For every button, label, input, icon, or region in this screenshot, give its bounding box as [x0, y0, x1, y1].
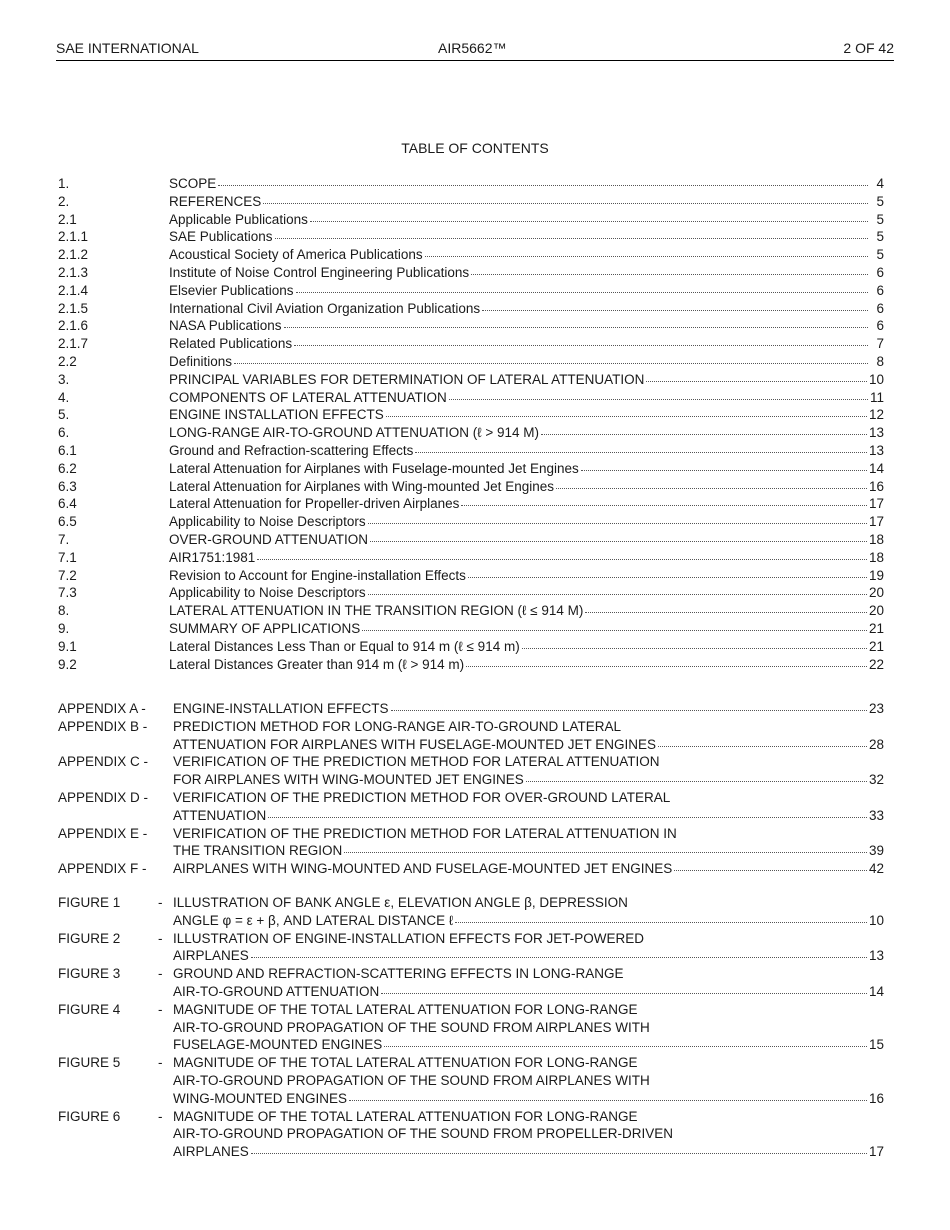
toc-entry-number: 2.1	[58, 211, 77, 227]
toc-entry-number: FIGURE 2 -	[58, 930, 163, 946]
figure-dash: -	[158, 966, 163, 982]
toc-entry-number: 1.	[58, 176, 70, 191]
toc-entry	[0, 1019, 950, 1037]
toc-entry-page: 5	[876, 211, 884, 227]
toc-entry-line	[173, 860, 884, 878]
toc-entry-number: 2.1.5	[58, 300, 89, 316]
toc-entry-title: AIR-TO-GROUND PROPAGATION OF THE SOUND FROM AIRPLANES WITH	[173, 1019, 650, 1035]
toc-entry-number: FIGURE 1 -	[58, 895, 163, 910]
toc-entry-line	[173, 983, 884, 1001]
toc-entry-line	[173, 1019, 650, 1037]
toc-entry-line	[173, 1143, 884, 1161]
toc-entry-number: 2.2	[58, 354, 77, 369]
toc-entry-title: VERIFICATION OF THE PREDICTION METHOD FOR LATERAL ATTENUATION IN	[173, 825, 677, 841]
toc-entry	[0, 424, 950, 442]
toc-entry	[0, 602, 950, 620]
dot-leader	[257, 549, 867, 560]
toc-entry-title: ILLUSTRATION OF BANK ANGLE ε, ELEVATION ANGLE β, DEPRESSION	[173, 895, 628, 910]
dot-leader	[251, 947, 867, 958]
toc-entry-line	[169, 282, 884, 300]
toc-entry-line	[169, 246, 884, 264]
toc-entry	[0, 175, 950, 193]
toc-entry-title: FUSELAGE-MOUNTED ENGINES	[173, 1037, 383, 1053]
toc-entry	[0, 335, 950, 353]
toc-entry-page: 11	[869, 389, 884, 405]
toc-entry-title: Lateral Distances Greater than 914 m (ℓ > 914 m)	[169, 656, 465, 672]
toc-entry-title: ATTENUATION FOR AIRPLANES WITH FUSELAGE-MOUNTED JET ENGINES	[173, 736, 657, 752]
toc-entry-title: Lateral Attenuation for Propeller-driven Airplanes	[169, 496, 460, 512]
toc-entry-line	[169, 531, 884, 549]
toc-entry-title: AIR-TO-GROUND PROPAGATION OF THE SOUND FROM PROPELLER-DRIVEN	[173, 1126, 674, 1142]
toc-entry-title: Applicability to Noise Descriptors	[169, 514, 366, 530]
toc-entry-number: 9.1	[58, 638, 77, 654]
dot-leader	[471, 264, 868, 275]
toc-entry-line	[169, 335, 884, 353]
dot-leader	[522, 638, 867, 649]
toc-entry-line	[169, 567, 884, 585]
toc-entry	[0, 389, 950, 407]
dot-leader	[251, 1143, 867, 1154]
toc-entry-title: AIR1751:1981	[169, 549, 256, 565]
toc-entry-line	[169, 300, 884, 318]
toc-entry-line	[169, 656, 884, 674]
toc-entry	[0, 1125, 950, 1143]
toc-entry-title: WING-MOUNTED ENGINES	[173, 1090, 347, 1106]
toc-entry-title: THE TRANSITION REGION	[173, 843, 343, 859]
toc-entry-line	[169, 389, 884, 407]
toc-entry-number: 6.5	[58, 514, 77, 530]
toc-entry-line	[169, 264, 884, 282]
toc-entry-title: GROUND AND REFRACTION-SCATTERING EFFECTS IN LONG-RANGE	[173, 966, 624, 982]
toc-entry-line	[169, 442, 884, 460]
toc-entry-title: VERIFICATION OF THE PREDICTION METHOD FOR OVER-GROUND LATERAL	[173, 790, 671, 805]
toc-entry-line	[169, 317, 884, 335]
toc-entry-title: LATERAL ATTENUATION IN THE TRANSITION REGION (ℓ ≤ 914 M)	[169, 603, 584, 619]
toc-entry	[0, 460, 950, 478]
dot-leader	[386, 406, 867, 417]
toc-entry-number: FIGURE 6 -	[58, 1108, 163, 1124]
dot-leader	[234, 353, 868, 364]
toc-entry-page: 22	[868, 656, 884, 672]
toc-entry	[0, 983, 950, 1001]
page-header	[56, 38, 894, 61]
toc-entry-page: 14	[868, 460, 884, 476]
toc-entry	[0, 300, 950, 318]
toc-entry-number: 8.	[58, 603, 70, 619]
figure-dash: -	[158, 930, 163, 946]
dot-leader	[294, 335, 868, 346]
toc-entry-page: 17	[868, 514, 884, 530]
toc-entry-title: Lateral Distances Less Than or Equal to 914 m (ℓ ≤ 914 m)	[169, 638, 520, 654]
toc-entry	[0, 753, 950, 771]
toc-entry-number: 7.2	[58, 567, 77, 583]
toc-entry-page: 5	[876, 229, 884, 245]
toc-entry-title: OVER-GROUND ATTENUATION	[169, 532, 369, 547]
toc-entry-line	[173, 807, 884, 825]
dot-leader	[275, 228, 868, 239]
toc-entry-title: AIRPLANES	[173, 948, 249, 964]
toc-entry-number: 4.	[58, 389, 70, 405]
toc-entry-number: FIGURE 4 -	[58, 1001, 163, 1017]
toc-entry	[0, 246, 950, 264]
header-page-number: 2 OF 42	[843, 40, 894, 56]
toc-entry-title: ENGINE INSTALLATION EFFECTS	[169, 407, 384, 423]
toc-entry-page: 15	[868, 1037, 884, 1053]
toc-entry-line	[169, 495, 884, 513]
toc-entry-title: MAGNITUDE OF THE TOTAL LATERAL ATTENUATION FOR LONG-RANGE	[173, 1108, 638, 1124]
toc-entry-number: 6.1	[58, 443, 77, 458]
dot-leader	[585, 602, 867, 613]
toc-entry	[0, 789, 950, 807]
toc-entry-page: 23	[868, 701, 884, 716]
dot-leader	[581, 460, 867, 471]
toc-entry-title: ILLUSTRATION OF ENGINE-INSTALLATION EFFECTS FOR JET-POWERED	[173, 930, 645, 946]
toc-entry	[0, 807, 950, 825]
toc-entry-line	[173, 1108, 638, 1126]
dot-leader	[310, 211, 868, 222]
toc-entry-title: NASA Publications	[169, 318, 282, 334]
toc-entry-page: 13	[868, 948, 884, 964]
dot-leader	[556, 478, 867, 489]
toc-entry	[0, 912, 950, 930]
header-org: SAE INTERNATIONAL	[56, 40, 199, 56]
toc-entry-title: Ground and Refraction-scattering Effects	[169, 443, 414, 458]
toc-entry	[0, 947, 950, 965]
toc-entry-page: 33	[868, 807, 884, 823]
toc-entry-number: FIGURE 5 -	[58, 1055, 163, 1071]
toc-entry-number: APPENDIX B -	[58, 718, 148, 734]
toc-entry	[0, 282, 950, 300]
toc-entry-number: APPENDIX F -	[58, 861, 147, 877]
toc-entry-line	[173, 965, 624, 983]
toc-entry	[0, 211, 950, 229]
toc-entry	[0, 567, 950, 585]
toc-entry-line	[169, 353, 884, 371]
toc-entry-number: 9.	[58, 621, 70, 636]
toc-entry-page: 10	[868, 912, 884, 928]
toc-entry	[0, 656, 950, 674]
toc-entry-page: 20	[868, 603, 884, 619]
toc-entry-page: 17	[868, 496, 884, 512]
toc-entry-number: 5.	[58, 407, 70, 423]
dot-leader	[461, 495, 867, 506]
toc-entry-line	[169, 602, 884, 620]
toc-entry	[0, 317, 950, 335]
toc-entry-title: AIRPLANES	[173, 1144, 249, 1160]
toc-entry-line	[169, 371, 884, 389]
toc-entry-title: Related Publications	[169, 336, 293, 352]
toc-entry-line	[169, 620, 884, 638]
dot-leader	[449, 389, 868, 400]
toc-entry	[0, 825, 950, 843]
dot-leader	[415, 442, 867, 453]
toc-entry-line	[173, 947, 884, 965]
dot-leader	[296, 282, 868, 293]
toc-entry-line	[169, 175, 884, 193]
toc-entry	[0, 860, 950, 878]
toc-entry-title: Applicability to Noise Descriptors	[169, 585, 366, 601]
toc-entry-line	[169, 478, 884, 496]
toc-entry-line	[173, 1054, 638, 1072]
toc-entry-title: PREDICTION METHOD FOR LONG-RANGE AIR-TO-GROUND LATERAL	[173, 718, 622, 734]
dot-leader	[284, 317, 868, 328]
toc-entry	[0, 193, 950, 211]
toc-entry-page: 5	[876, 247, 884, 263]
toc-entry	[0, 1090, 950, 1108]
dot-leader	[263, 193, 868, 204]
toc-entry-line	[173, 842, 884, 860]
toc-entry	[0, 620, 950, 638]
toc-title: TABLE OF CONTENTS	[401, 140, 549, 156]
toc-entry-page: 10	[868, 371, 884, 387]
toc-entry-line	[173, 1001, 638, 1019]
toc-entry-title: Lateral Attenuation for Airplanes with Fuselage-mounted Jet Engines	[169, 460, 579, 476]
toc-entry-title: VERIFICATION OF THE PREDICTION METHOD FOR LATERAL ATTENUATION	[173, 754, 660, 770]
toc-entry-page: 13	[868, 425, 884, 441]
toc-entry-number: 2.1.2	[58, 247, 89, 263]
figure-dash: -	[158, 895, 163, 910]
toc-entry-title: ENGINE-INSTALLATION EFFECTS	[173, 701, 389, 716]
toc-entry-number: 2.1.6	[58, 318, 89, 334]
dot-leader	[482, 300, 868, 311]
toc-entry-number: 2.1.3	[58, 265, 89, 280]
toc-entry-title: Revision to Account for Engine-installation Effects	[169, 567, 466, 583]
toc-entry-number: 2.1.7	[58, 336, 89, 352]
toc-entry-line	[173, 825, 677, 843]
toc-entry-page: 13	[868, 443, 884, 458]
figure-dash: -	[158, 1055, 163, 1071]
toc-entry-number: 2.1.4	[58, 282, 89, 298]
dot-leader	[455, 912, 867, 923]
toc-entry-number: APPENDIX E -	[58, 825, 148, 841]
toc-entry-line	[169, 638, 884, 656]
toc-entry-line	[169, 584, 884, 602]
dot-leader	[368, 513, 867, 524]
toc-entry-line	[173, 894, 628, 912]
toc-entry-page: 6	[876, 282, 884, 298]
toc-entry	[0, 478, 950, 496]
toc-entry-title: MAGNITUDE OF THE TOTAL LATERAL ATTENUATION FOR LONG-RANGE	[173, 1001, 638, 1017]
toc-entry-title: AIR-TO-GROUND PROPAGATION OF THE SOUND FROM AIRPLANES WITH	[173, 1073, 650, 1088]
toc-entry-line	[169, 513, 884, 531]
dot-leader	[674, 860, 867, 871]
toc-entry-page: 8	[876, 354, 884, 369]
figure-dash: -	[158, 1001, 163, 1017]
toc-entry-page: 5	[876, 193, 884, 209]
toc-entry-page: 32	[868, 772, 884, 788]
toc-entry-title: SUMMARY OF APPLICATIONS	[169, 621, 361, 636]
toc-entry	[0, 513, 950, 531]
toc-entry-number: 7.1	[58, 549, 77, 565]
toc-entry-page: 7	[876, 336, 884, 352]
toc-entry-title: MAGNITUDE OF THE TOTAL LATERAL ATTENUATION FOR LONG-RANGE	[173, 1055, 638, 1071]
dot-leader	[344, 842, 867, 853]
header-doc-number: AIR5662™	[438, 40, 507, 56]
toc-entry-title: Lateral Attenuation for Airplanes with Wing-mounted Jet Engines	[169, 478, 554, 494]
toc-entry-title: LONG-RANGE AIR-TO-GROUND ATTENUATION (ℓ > 914 M)	[169, 425, 540, 441]
toc-entry	[0, 1072, 950, 1090]
toc-entry-number: 2.1.1	[58, 229, 89, 245]
dot-leader	[218, 175, 868, 186]
toc-entry	[0, 1143, 950, 1161]
dot-leader	[425, 246, 868, 257]
toc-entry-number: 7.3	[58, 585, 77, 601]
toc-entry	[0, 1054, 950, 1072]
dot-leader	[526, 771, 867, 782]
toc-entry-number: 6.	[58, 425, 70, 441]
toc-entry-title: AIR-TO-GROUND ATTENUATION	[173, 984, 380, 999]
dot-leader	[349, 1090, 867, 1101]
toc-entry-page: 19	[868, 567, 884, 583]
toc-entry	[0, 442, 950, 460]
toc-entry	[0, 894, 950, 912]
toc-entry	[0, 930, 950, 948]
toc-entry-line	[173, 736, 884, 754]
toc-entry-page: 20	[868, 585, 884, 601]
toc-entry-line	[173, 1036, 884, 1054]
dot-leader	[468, 567, 867, 578]
toc-entry-line	[173, 718, 621, 736]
toc-entry-title: SCOPE	[169, 176, 217, 191]
toc-entry-title: COMPONENTS OF LATERAL ATTENUATION	[169, 389, 447, 405]
toc-entry-page: 16	[868, 478, 884, 494]
dot-leader	[658, 736, 867, 747]
toc-entry-line	[169, 406, 884, 424]
toc-entry-line	[169, 228, 884, 246]
dot-leader	[646, 371, 867, 382]
toc-entry-page: 6	[876, 300, 884, 316]
toc-entry-page: 17	[868, 1144, 884, 1160]
figure-dash: -	[158, 1108, 163, 1124]
toc-entry-page: 21	[868, 621, 884, 636]
toc-entry-page: 39	[868, 843, 884, 859]
toc-entry-page: 28	[868, 736, 884, 752]
toc-entry	[0, 264, 950, 282]
toc-entry-title: Institute of Noise Control Engineering Publications	[169, 265, 470, 280]
toc-entry	[0, 531, 950, 549]
toc-entry	[0, 700, 950, 718]
toc-entry-title: AIRPLANES WITH WING-MOUNTED AND FUSELAGE-MOUNTED JET ENGINES	[173, 861, 673, 877]
toc-entry-line	[173, 753, 660, 771]
toc-entry-number: FIGURE 3 -	[58, 966, 163, 982]
toc-entry	[0, 353, 950, 371]
dot-leader	[541, 424, 867, 435]
toc-entry-title: Definitions	[169, 354, 233, 369]
toc-entry-title: ANGLE φ = ε + β, AND LATERAL DISTANCE ℓ	[173, 912, 454, 928]
toc-entry-title: Applicable Publications	[169, 211, 308, 227]
toc-entry-number: APPENDIX A -	[58, 701, 146, 716]
toc-entry-page: 16	[868, 1090, 884, 1106]
dot-leader	[391, 700, 867, 711]
toc-entry	[0, 228, 950, 246]
toc-entry-number: APPENDIX D -	[58, 790, 149, 805]
toc-entry-page: 21	[868, 638, 884, 654]
toc-entry-title: International Civil Aviation Organization Publications	[169, 300, 481, 316]
toc-entry-line	[173, 912, 884, 930]
toc-entry-title: FOR AIRPLANES WITH WING-MOUNTED JET ENGINES	[173, 772, 524, 788]
toc-entry-page: 18	[868, 549, 884, 565]
dot-leader	[268, 807, 867, 818]
toc-entry-line	[169, 424, 884, 442]
toc-entry-title: ATTENUATION	[173, 807, 267, 823]
toc-entry-page: 14	[868, 984, 884, 999]
toc-entry-page: 6	[876, 265, 884, 280]
dot-leader	[381, 983, 867, 994]
toc-entry-number: 6.2	[58, 460, 77, 476]
toc-entry	[0, 771, 950, 789]
toc-entry-title: PRINCIPAL VARIABLES FOR DETERMINATION OF LATERAL ATTENUATION	[169, 371, 645, 387]
dot-leader	[466, 656, 867, 667]
toc-entry-number: 6.4	[58, 496, 77, 512]
toc-entry	[0, 736, 950, 754]
dot-leader	[362, 620, 867, 631]
toc-entry	[0, 371, 950, 389]
dot-leader	[370, 531, 867, 542]
toc-entry-page: 4	[876, 176, 884, 191]
toc-entry-page: 42	[868, 861, 884, 877]
toc-entry	[0, 1108, 950, 1126]
toc-entry	[0, 842, 950, 860]
toc-entry-number: APPENDIX C -	[58, 754, 149, 770]
toc-entry-title: REFERENCES	[169, 193, 262, 209]
toc-entry	[0, 1001, 950, 1019]
toc-entry-page: 6	[876, 318, 884, 334]
toc-entry-line	[173, 1125, 673, 1143]
toc-entry-line	[173, 930, 644, 948]
toc-entry-line	[173, 700, 884, 718]
toc-entry-page: 12	[868, 407, 884, 423]
toc-entry	[0, 495, 950, 513]
toc-entry	[0, 718, 950, 736]
toc-entry	[0, 584, 950, 602]
toc-entry-title: SAE Publications	[169, 229, 273, 245]
toc-entry-number: 7.	[58, 532, 70, 547]
toc-entry	[0, 406, 950, 424]
toc-entry	[0, 638, 950, 656]
dot-leader	[368, 584, 867, 595]
toc-entry-title: Acoustical Society of America Publications	[169, 247, 423, 263]
toc-entry-line	[169, 193, 884, 211]
toc-entry-number: 6.3	[58, 478, 77, 494]
dot-leader	[384, 1036, 867, 1047]
toc-entry	[0, 965, 950, 983]
toc-entry-line	[169, 549, 884, 567]
toc-entry-line	[173, 1090, 884, 1108]
toc-entry-number: 3.	[58, 371, 70, 387]
toc-entry-line	[169, 211, 884, 229]
toc-entry	[0, 1036, 950, 1054]
toc-entry-number: 2.	[58, 193, 70, 209]
toc-entry-line	[173, 789, 670, 807]
toc-entry-page: 18	[868, 532, 884, 547]
toc-entry-line	[169, 460, 884, 478]
toc-entry	[0, 549, 950, 567]
toc-entry-line	[173, 771, 884, 789]
toc-entry-line	[173, 1072, 650, 1090]
toc-entry-title: Elsevier Publications	[169, 282, 294, 298]
toc-entry-number: 9.2	[58, 656, 77, 672]
